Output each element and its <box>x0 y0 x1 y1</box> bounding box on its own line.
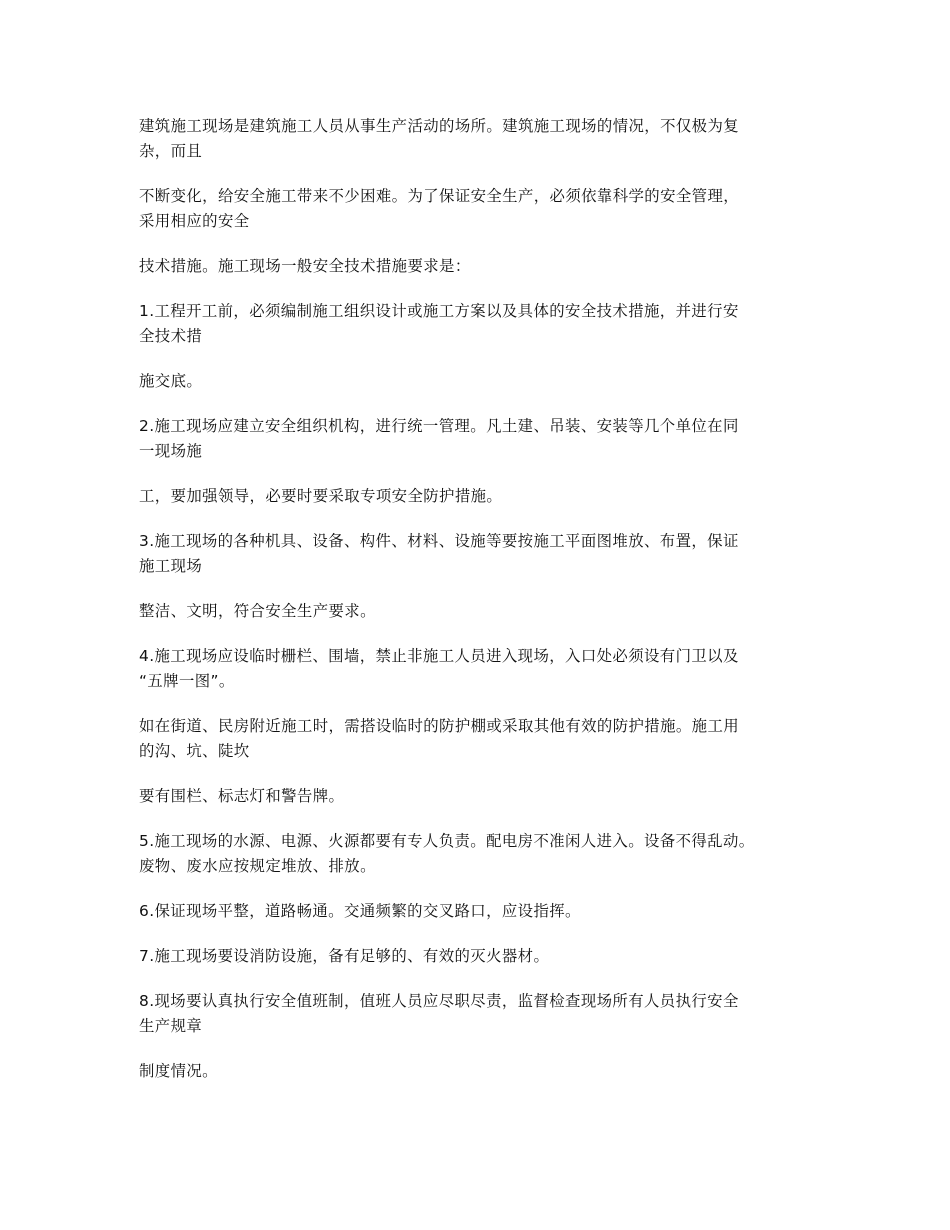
paragraph-line: 2.施工现场应建立安全组织机构，进行统一管理。凡土建、吊装、安装等几个单位在同 <box>139 417 739 435</box>
paragraph-1 <box>139 114 811 164</box>
paragraph-7 <box>139 484 811 509</box>
paragraph-line: 施工现场 <box>139 557 203 575</box>
paragraph-line: 废物、废水应按规定堆放、排放。 <box>139 857 376 875</box>
paragraph-5 <box>139 369 811 394</box>
paragraph-16 <box>139 989 811 1039</box>
paragraph-2 <box>139 184 811 234</box>
paragraph-9 <box>139 599 811 624</box>
paragraph-line: 采用相应的安全 <box>139 212 250 230</box>
paragraph-line: 全技术措 <box>139 327 203 345</box>
paragraph-line: 5.施工现场的水源、电源、火源都要有专人负责。配电房不准闲人进入。设备不得乱动。 <box>139 832 755 850</box>
paragraph-line: 工，要加强领导，必要时要采取专项安全防护措施。 <box>139 487 503 505</box>
paragraph-line: 整洁、文明，符合安全生产要求。 <box>139 602 376 620</box>
paragraph-17 <box>139 1059 811 1084</box>
paragraph-line: 要有围栏、标志灯和警告牌。 <box>139 787 345 805</box>
paragraph-14 <box>139 899 811 924</box>
paragraph-line: 4.施工现场应设临时栅栏、围墙，禁止非施工人员进入现场，入口处必须设有门卫以及 <box>139 647 739 665</box>
paragraph-line: 8.现场要认真执行安全值班制，值班人员应尽职尽责，监督检查现场所有人员执行安全 <box>139 992 739 1010</box>
paragraph-11 <box>139 714 811 764</box>
paragraph-6 <box>139 414 811 464</box>
paragraph-line: 生产规章 <box>139 1017 203 1035</box>
paragraph-15 <box>139 944 811 969</box>
paragraph-line: 一现场施 <box>139 442 203 460</box>
paragraph-8 <box>139 529 811 579</box>
paragraph-line: 不断变化，给安全施工带来不少困难。为了保证安全生产，必须依靠科学的安全管理， <box>139 187 740 205</box>
paragraph-line: 的沟、坑、陡坎 <box>139 742 250 760</box>
paragraph-line: 技术措施。施工现场一般安全技术措施要求是： <box>139 257 471 275</box>
paragraph-4 <box>139 299 811 349</box>
paragraph-line: 3.施工现场的各种机具、设备、构件、材料、设施等要按施工平面图堆放、布置，保证 <box>139 532 739 550</box>
paragraph-line: 如在街道、民房附近施工时，需搭设临时的防护棚或采取其他有效的防护措施。施工用 <box>139 717 740 735</box>
paragraph-line: 建筑施工现场是建筑施工人员从事生产活动的场所。建筑施工现场的情况，不仅极为复 <box>139 117 740 135</box>
paragraph-line: 1.工程开工前，必须编制施工组织设计或施工方案以及具体的安全技术措施，并进行安 <box>139 302 739 320</box>
document-body <box>139 114 811 1084</box>
paragraph-line: 制度情况。 <box>139 1062 218 1080</box>
paragraph-12 <box>139 784 811 809</box>
paragraph-10 <box>139 644 811 694</box>
paragraph-line: 7.施工现场要设消防设施，备有足够的、有效的灭火器材。 <box>139 947 550 965</box>
paragraph-13 <box>139 829 811 879</box>
paragraph-line: “五牌一图”。 <box>139 672 235 690</box>
paragraph-3 <box>139 254 811 279</box>
paragraph-line: 6.保证现场平整，道路畅通。交通频繁的交叉路口，应设指挥。 <box>139 902 581 920</box>
paragraph-line: 施交底。 <box>139 372 203 390</box>
paragraph-line: 杂，而且 <box>139 142 203 160</box>
